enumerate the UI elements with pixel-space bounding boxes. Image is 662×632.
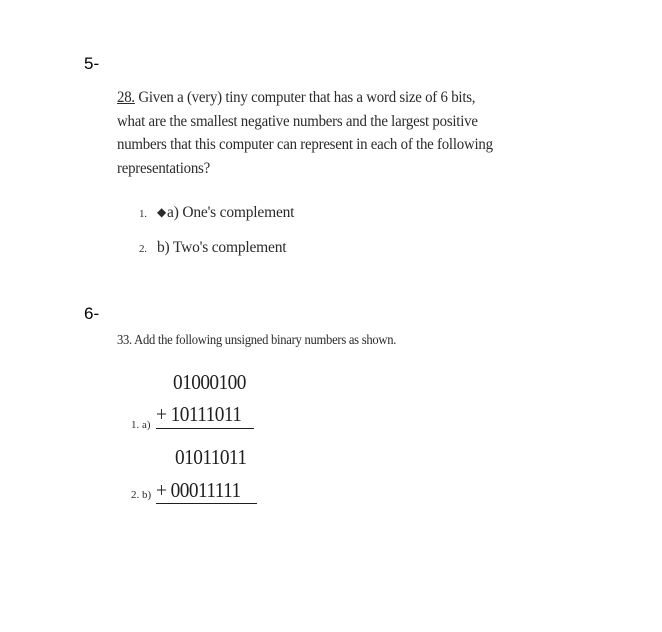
section-number-6: 6- bbox=[84, 304, 100, 323]
option-text: a) One's complement bbox=[167, 204, 295, 221]
problem-label: 1. a) bbox=[131, 419, 151, 431]
question-text-line: Given a (very) tiny computer that has a word size of 6 bits, bbox=[134, 89, 476, 106]
question-text-line: representations? bbox=[117, 159, 210, 177]
sum-underline bbox=[156, 503, 257, 504]
addend-bottom: + 00011111 bbox=[156, 478, 241, 502]
option-a bbox=[139, 204, 294, 222]
question-text-line: what are the smallest negative numbers and the largest positive bbox=[117, 112, 478, 130]
option-b bbox=[139, 239, 286, 257]
addend-top: 01011011 bbox=[175, 445, 247, 469]
question-text-line: numbers that this computer can represent in each of the following bbox=[117, 136, 493, 153]
diamond-bullet-icon: ◆ bbox=[157, 205, 167, 219]
question-28 bbox=[117, 86, 493, 180]
question-28-line-1 bbox=[117, 86, 493, 110]
section-number-5: 5- bbox=[84, 54, 100, 73]
addend-top: 01000100 bbox=[173, 370, 246, 394]
sum-underline bbox=[156, 428, 254, 429]
option-text: b) Two's complement bbox=[157, 239, 287, 256]
list-marker: 1. bbox=[139, 208, 147, 220]
question-33: 33. Add the following unsigned binary numbers as shown. bbox=[117, 333, 397, 348]
addend-bottom: + 10111011 bbox=[156, 402, 242, 426]
question-number: 28. bbox=[117, 89, 135, 106]
problem-label: 2. b) bbox=[131, 489, 152, 501]
list-marker: 2. bbox=[139, 243, 147, 255]
